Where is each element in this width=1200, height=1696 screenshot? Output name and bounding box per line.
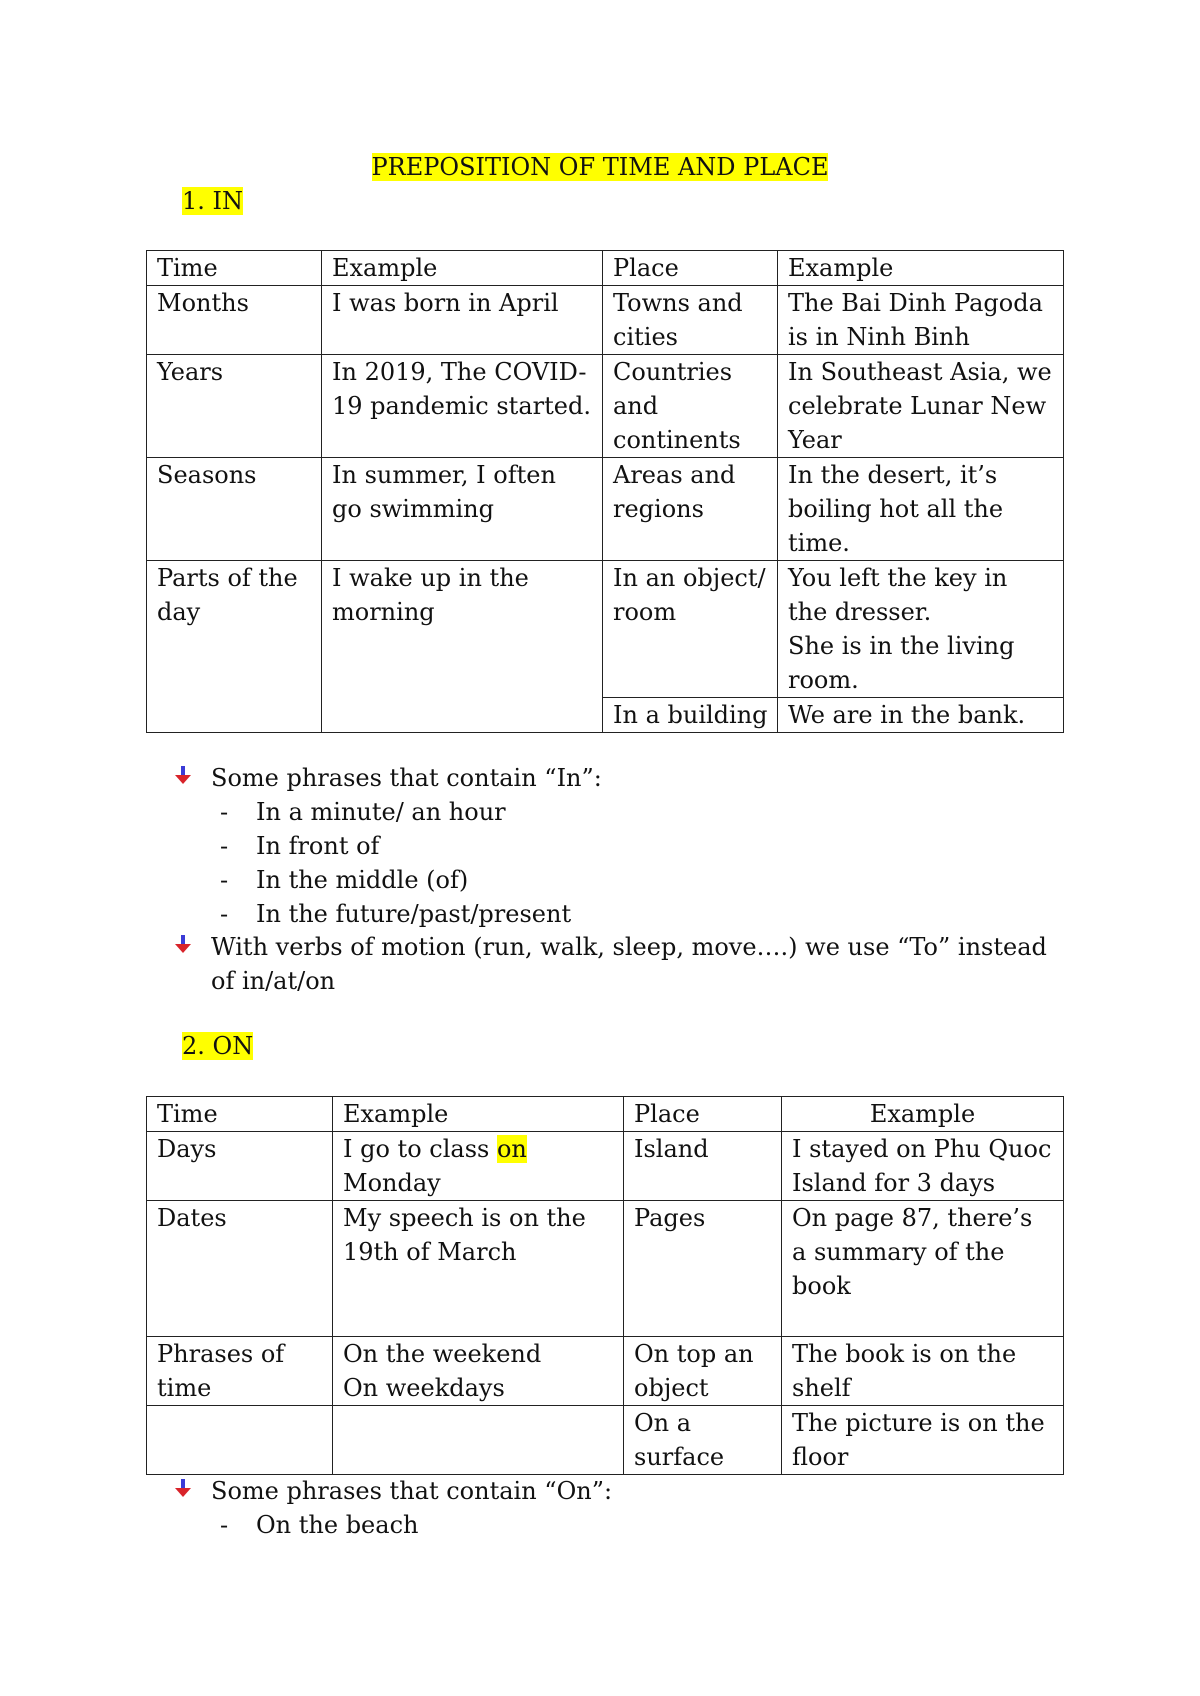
table-row bbox=[147, 1132, 1064, 1201]
table-cell: On a surface bbox=[624, 1406, 782, 1475]
table-cell: Months bbox=[147, 286, 322, 355]
header-cell: Example bbox=[322, 251, 603, 286]
table-cell: Island bbox=[624, 1132, 782, 1201]
table-cell: The picture is on the floor bbox=[782, 1406, 1064, 1475]
table-cell: Countries and continents bbox=[603, 355, 778, 458]
header-cell: Time bbox=[147, 251, 322, 286]
header-cell: Example bbox=[778, 251, 1064, 286]
table-cell: In summer, I often go swimming bbox=[322, 458, 603, 561]
header-cell: Example bbox=[333, 1097, 624, 1132]
list-item: - In a minute/ an hour bbox=[220, 798, 506, 826]
down-arrow-bullet-icon bbox=[174, 765, 192, 785]
highlighted-word: on bbox=[496, 1135, 527, 1163]
header-cell: Example bbox=[782, 1097, 1064, 1132]
list-item: - In front of bbox=[220, 832, 380, 860]
table-cell: We are in the bank. bbox=[778, 698, 1064, 733]
table-header-row bbox=[147, 1097, 1064, 1132]
list-item: - In the future/past/present bbox=[220, 900, 572, 928]
on-preposition-table bbox=[146, 1096, 1064, 1475]
table-cell: Areas and regions bbox=[603, 458, 778, 561]
table-cell: I go to class on Monday bbox=[333, 1132, 624, 1201]
down-arrow-bullet-icon bbox=[174, 934, 192, 954]
table-cell: On top an object bbox=[624, 1337, 782, 1406]
table-cell: Pages bbox=[624, 1201, 782, 1337]
table-cell: The book is on the shelf bbox=[782, 1337, 1064, 1406]
table-cell: I was born in April bbox=[322, 286, 603, 355]
section-heading-on: 2. ON bbox=[182, 1032, 254, 1060]
table-cell: On page 87, there’s a summary of the book bbox=[782, 1201, 1064, 1337]
header-cell: Place bbox=[624, 1097, 782, 1132]
header-cell: Time bbox=[147, 1097, 333, 1132]
table-row bbox=[147, 1406, 1064, 1475]
table-cell: In an object/ room bbox=[603, 561, 778, 698]
bullet-on-phrases: Some phrases that contain “On”: bbox=[174, 1474, 1054, 1508]
table-row bbox=[147, 286, 1064, 355]
table-cell: In 2019, The COVID-19 pandemic started. bbox=[322, 355, 603, 458]
in-preposition-table bbox=[146, 250, 1064, 733]
table-row bbox=[147, 1337, 1064, 1406]
table-row bbox=[147, 458, 1064, 561]
table-cell: I wake up in the morning bbox=[322, 561, 603, 733]
table-row bbox=[147, 1201, 1064, 1337]
table-row bbox=[147, 561, 1064, 698]
section-heading-in: 1. IN bbox=[182, 187, 244, 215]
table-cell: Towns and cities bbox=[603, 286, 778, 355]
table-cell: Parts of the day bbox=[147, 561, 322, 733]
page-title: PREPOSITION OF TIME AND PLACE bbox=[371, 153, 829, 181]
header-cell: Place bbox=[603, 251, 778, 286]
table-cell: My speech is on the 19th of March bbox=[333, 1201, 624, 1337]
table-cell: You left the key in the dresser. She is in the living room. bbox=[778, 561, 1064, 698]
table-row bbox=[147, 355, 1064, 458]
table-header-row bbox=[147, 251, 1064, 286]
list-item: - On the beach bbox=[220, 1511, 419, 1539]
table-cell: On the weekend On weekdays bbox=[333, 1337, 624, 1406]
table-cell: The Bai Dinh Pagoda is in Ninh Binh bbox=[778, 286, 1064, 355]
table-cell bbox=[147, 1406, 333, 1475]
bullet-motion-verbs: With verbs of motion (run, walk, sleep, move….) we use “To” instead of in/at/on bbox=[174, 930, 1054, 998]
table-cell: Years bbox=[147, 355, 322, 458]
table-cell: In Southeast Asia, we celebrate Lunar New Year bbox=[778, 355, 1064, 458]
bullet-in-phrases: Some phrases that contain “In”: bbox=[174, 761, 1054, 795]
table-cell: Seasons bbox=[147, 458, 322, 561]
table-cell: Dates bbox=[147, 1201, 333, 1337]
table-cell: Days bbox=[147, 1132, 333, 1201]
down-arrow-bullet-icon bbox=[174, 1478, 192, 1498]
table-cell bbox=[333, 1406, 624, 1475]
table-cell: I stayed on Phu Quoc Island for 3 days bbox=[782, 1132, 1064, 1201]
list-item: - In the middle (of) bbox=[220, 866, 469, 894]
table-cell: Phrases of time bbox=[147, 1337, 333, 1406]
table-cell: In the desert, it’s boiling hot all the time. bbox=[778, 458, 1064, 561]
table-cell: In a building bbox=[603, 698, 778, 733]
